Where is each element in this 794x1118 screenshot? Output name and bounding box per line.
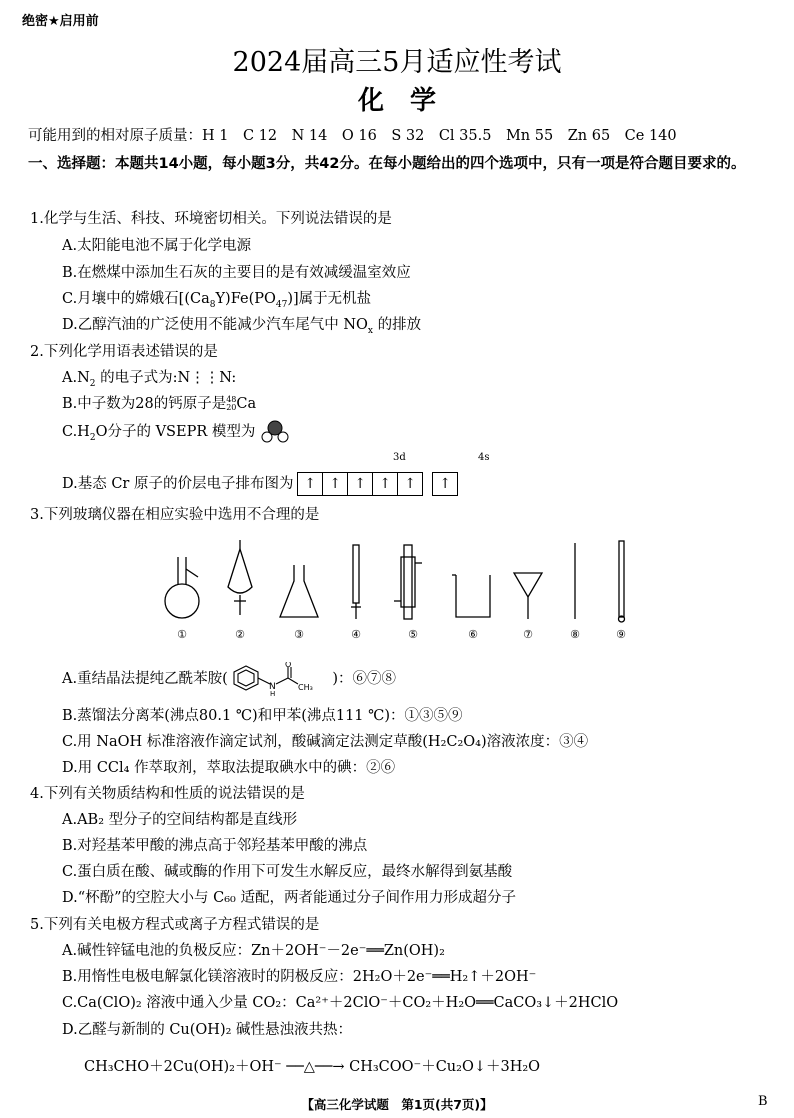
q1-option-a: A.太阳能电池不属于化学电源 xyxy=(62,238,252,254)
instrument-label-8: ⑧ xyxy=(570,628,580,641)
q4-stem: 4.下列有关物质结构和性质的说法错误的是 xyxy=(30,786,305,802)
svg-text:CH₃: CH₃ xyxy=(298,683,314,692)
orbital-diagram: ↑ ↑ ↑ ↑ ↑ ↑ xyxy=(298,472,458,496)
paper-version: B xyxy=(758,1094,768,1109)
instrument-label-1: ① xyxy=(177,628,187,641)
q2-option-a: $A.N_2$ 的电子式为:N⋮⋮N: xyxy=(62,370,237,389)
instrument-label-6: ⑥ xyxy=(468,628,478,641)
instrument-label-5: ⑤ xyxy=(408,628,418,641)
q3-option-c: C.用 NaOH 标准溶液作滴定试剂，酸碱滴定法测定草酸(H₂C₂O₄)溶液浓度：③④ xyxy=(62,734,589,750)
q2-stem: 2.下列化学用语表述错误的是 xyxy=(30,344,218,360)
q5-option-d: D.乙醛与新制的 Cu(OH)₂ 碱性悬浊液共热： xyxy=(62,1022,353,1038)
subject-title: 化学 xyxy=(357,86,462,116)
page-footer: 【高三化学试题 第1页(共7页)】 xyxy=(301,1097,493,1112)
instrument-label-7: ⑦ xyxy=(523,628,533,641)
instrument-label-9: ⑨ xyxy=(616,628,626,641)
q2-option-b: B.中子数为28的钙原子是 48 20 Ca xyxy=(62,395,257,412)
q4-option-d: D.“杯酚”的空腔大小与 C₆₀ 适配，两者能通过分子间作用力形成超分子 xyxy=(62,890,516,906)
section-instructions: 一、选择题：本题共14小题，每小题3分，共42分。在每小题给出的四个选项中，只有一项是符合题目要求的。 xyxy=(28,156,746,172)
q4-option-c: C.蛋白质在酸、碱或酶的作用下可发生水解反应，最终水解得到氨基酸 xyxy=(62,864,513,880)
q1-option-b: B.在燃煤中添加生石灰的主要目的是有效减缓温室效应 xyxy=(62,265,411,281)
q5-stem: 5.下列有关电极方程式或离子方程式错误的是 xyxy=(30,917,320,933)
q5-equation: CH₃CHO＋2Cu(OH)₂＋OH⁻ ──△──→ CH₃COO⁻＋Cu₂O↓＋3H₂O xyxy=(84,1059,541,1075)
q1-option-c: C.月壤中的嫦娥石$[(Ca_8Y)Fe(PO_{47})]$属于无机盐 xyxy=(62,291,372,310)
svg-text:N: N xyxy=(269,682,277,692)
q5-option-a: A.碱性锌锰电池的负极反应：Zn＋2OH⁻－2e⁻══Zn(OH)₂ xyxy=(62,943,445,959)
q4-option-b: B.对羟基苯甲酸的沸点高于邻羟基苯甲酸的沸点 xyxy=(62,838,368,854)
q3-option-b: B.蒸馏法分离苯(沸点80.1 ℃)和甲苯(沸点111 ℃)：①③⑤⑨ xyxy=(62,708,463,724)
svg-text:H: H xyxy=(270,690,276,696)
glassware-figure xyxy=(150,535,650,627)
orbital-label-3d: 3d xyxy=(393,452,406,463)
acetanilide-structure-icon xyxy=(232,662,332,696)
orbital-label-4s: 4s xyxy=(478,452,490,463)
q5-option-c: C.Ca(ClO)₂ 溶液中通入少量 CO₂：Ca²⁺＋2ClO⁻＋CO₂＋H₂O══CaCO₃↓＋2HClO xyxy=(62,995,619,1011)
q1-option-d: D.乙醇汽油的广泛使用不能减少汽车尾气中 $NO_x$ 的排放 xyxy=(62,317,422,336)
instrument-label-4: ④ xyxy=(351,628,361,641)
atomic-mass-line: 可能用到的相对原子质量：H 1 C 12 N 14 O 16 S 32 Cl 35.5 Mn 55 Zn 65 Ce 140 xyxy=(28,128,677,144)
q3-option-a: A.重结晶法提纯乙酰苯胺( N H O CH₃ )：⑥⑦⑧ xyxy=(62,662,397,696)
q3-option-d: D.用 CCl₄ 作萃取剂，萃取法提取碘水中的碘：②⑥ xyxy=(62,760,396,776)
instrument-label-2: ② xyxy=(235,628,245,641)
svg-text:O: O xyxy=(285,662,292,669)
confidential-mark: 绝密★启用前 xyxy=(22,14,99,29)
q1-stem: 1.化学与生活、科技、环境密切相关。下列说法错误的是 xyxy=(30,211,392,227)
q2-option-c: $C.H_2O$分子的 VSEPR 模型为 xyxy=(62,420,290,444)
q2-option-d: D.基态 Cr 原子的价层电子排布图为 ↑ ↑ ↑ ↑ ↑ ↑ xyxy=(62,472,458,496)
q3-stem: 3.下列玻璃仪器在相应实验中选用不合理的是 xyxy=(30,507,320,523)
q4-option-a: A.AB₂ 型分子的空间结构都是直线形 xyxy=(62,812,298,828)
q5-option-b: B.用惰性电极电解氯化镁溶液时的阴极反应：2H₂O＋2e⁻══H₂↑＋2OH⁻ xyxy=(62,969,537,985)
vsepr-model-icon xyxy=(260,420,290,444)
exam-title: 2024届高三5月适应性考试 xyxy=(232,47,562,78)
instrument-label-3: ③ xyxy=(294,628,304,641)
